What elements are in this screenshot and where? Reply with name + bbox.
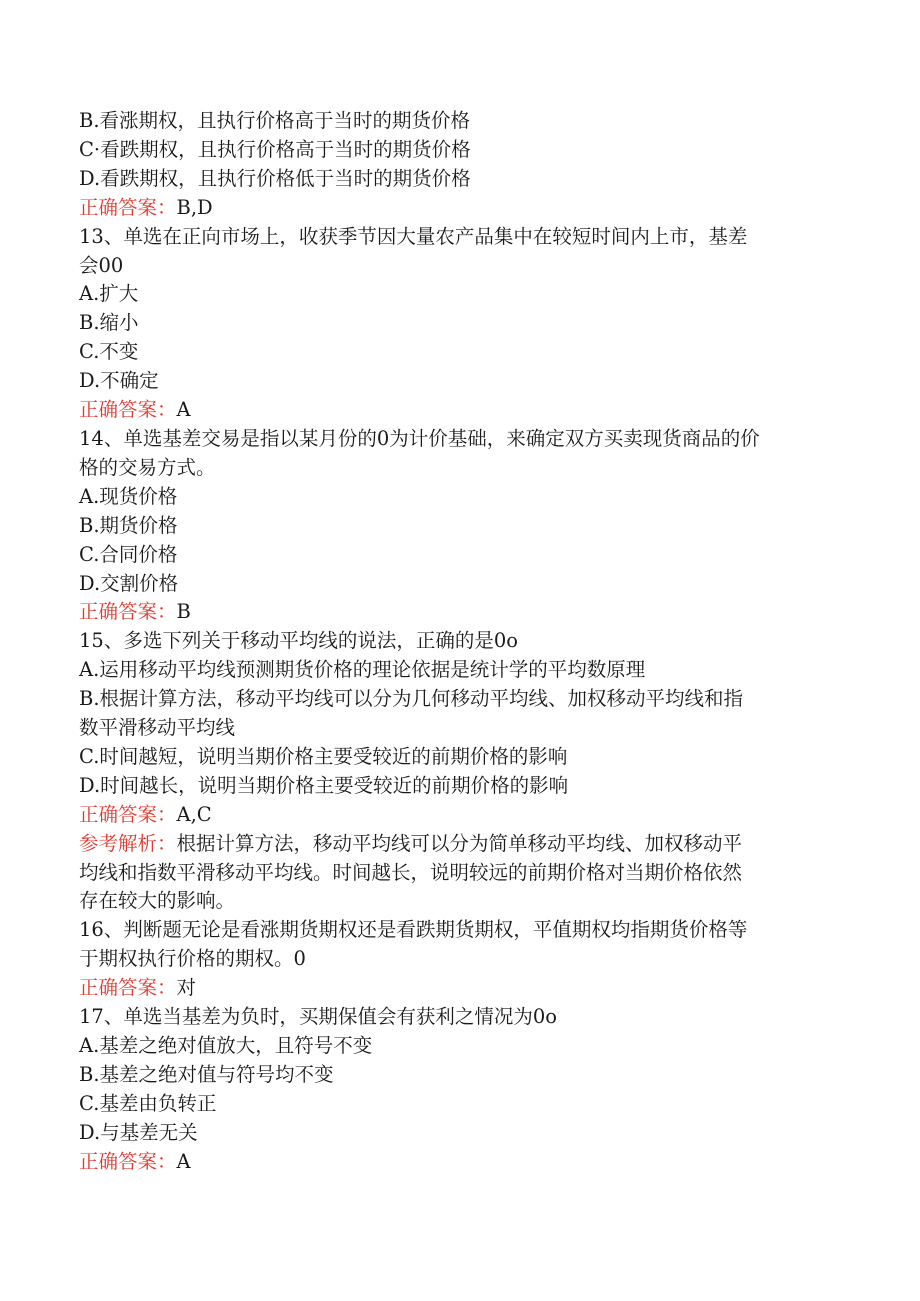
text-line: 于期权执行价格的期权。0 (79, 947, 306, 971)
answer-line (79, 194, 839, 223)
answer-line (79, 598, 839, 627)
text-line: 13、单选在正向市场上，收获季节因大量农产品集中在较短时间内上市，基差 (79, 224, 748, 248)
text-line: A.运用移动平均线预测期货价格的理论依据是统计学的平均数原理 (79, 658, 646, 682)
text-line: A.扩大 (79, 282, 139, 306)
answer-line (79, 396, 839, 425)
answer-value: B,D (176, 195, 213, 219)
text-line: D.交割价格 (79, 571, 179, 595)
text-line: B.根据计算方法，移动平均线可以分为几何移动平均线、加权移动平均线和指 (79, 687, 744, 711)
text-line: D.与基差无关 (79, 1120, 198, 1144)
text-line: 存在较大的影响。 (79, 889, 236, 913)
text-line: D.不确定 (79, 369, 159, 393)
answer-label: 正确答案： (79, 398, 177, 422)
text-line: 格的交易方式。 (79, 455, 216, 479)
text-line: B.期货价格 (79, 513, 178, 537)
text-line: A.基差之绝对值放大，且符号不变 (79, 1034, 373, 1057)
answer-value: A (176, 1149, 191, 1173)
text-line: C.基差由负转正 (79, 1091, 217, 1115)
answer-value: B (176, 600, 191, 624)
text-line: 均线和指数平滑移动平均线。时间越长，说明较远的前期价格对当期价格依然 (79, 860, 743, 884)
text-line: B.基差之绝对值与符号均不变 (79, 1062, 334, 1086)
text-line: D.时间越长，说明当期价格主要受较近的前期价格的影响 (79, 773, 569, 797)
text-line: B.看涨期权，且执行价格高于当时的期货价格 (79, 109, 471, 132)
analysis-text: 根据计算方法，移动平均线可以分为简单移动平均线、加权移动平 (176, 831, 743, 855)
answer-value: A (176, 398, 191, 422)
text-line: 15、多选下列关于移动平均线的说法，正确的是0o (79, 629, 518, 653)
answer-line (79, 801, 839, 830)
answer-label: 正确答案： (79, 976, 177, 1000)
answer-label: 正确答案： (79, 1149, 177, 1173)
answer-value: 对 (176, 976, 197, 1000)
text-line: 14、单选基差交易是指以某月份的0为计价基础，来确定双方买卖现货商品的价 (79, 426, 760, 450)
answer-label: 正确答案： (79, 802, 177, 826)
answer-line (79, 974, 839, 1003)
document-body (79, 107, 839, 1177)
answer-label: 正确答案： (79, 195, 177, 219)
text-line: 数平滑移动平均线 (79, 716, 236, 740)
answer-label: 正确答案： (79, 600, 177, 624)
text-line: C.合同价格 (79, 542, 178, 566)
text-line: C.不变 (79, 340, 139, 364)
analysis-line (79, 830, 839, 859)
text-line: C·看跌期权，且执行价格高于当时的期货价格 (79, 137, 471, 161)
text-line: A.现货价格 (79, 484, 178, 508)
text-line: 16、判断题无论是看涨期货期权还是看跌期货期权，平值期权均指期货价格等 (79, 918, 748, 942)
answer-line (79, 1148, 839, 1177)
answer-value: A,C (176, 802, 212, 826)
text-line: D.看跌期权，且执行价格低于当时的期货价格 (79, 166, 471, 190)
text-line: B.缩小 (79, 311, 139, 335)
text-line: 会00 (79, 253, 124, 277)
analysis-label: 参考解析： (79, 831, 177, 855)
text-line: 17、单选当基差为负时，买期保值会有获利之情况为0o (79, 1005, 557, 1029)
text-line: C.时间越短，说明当期价格主要受较近的前期价格的影响 (79, 744, 568, 768)
